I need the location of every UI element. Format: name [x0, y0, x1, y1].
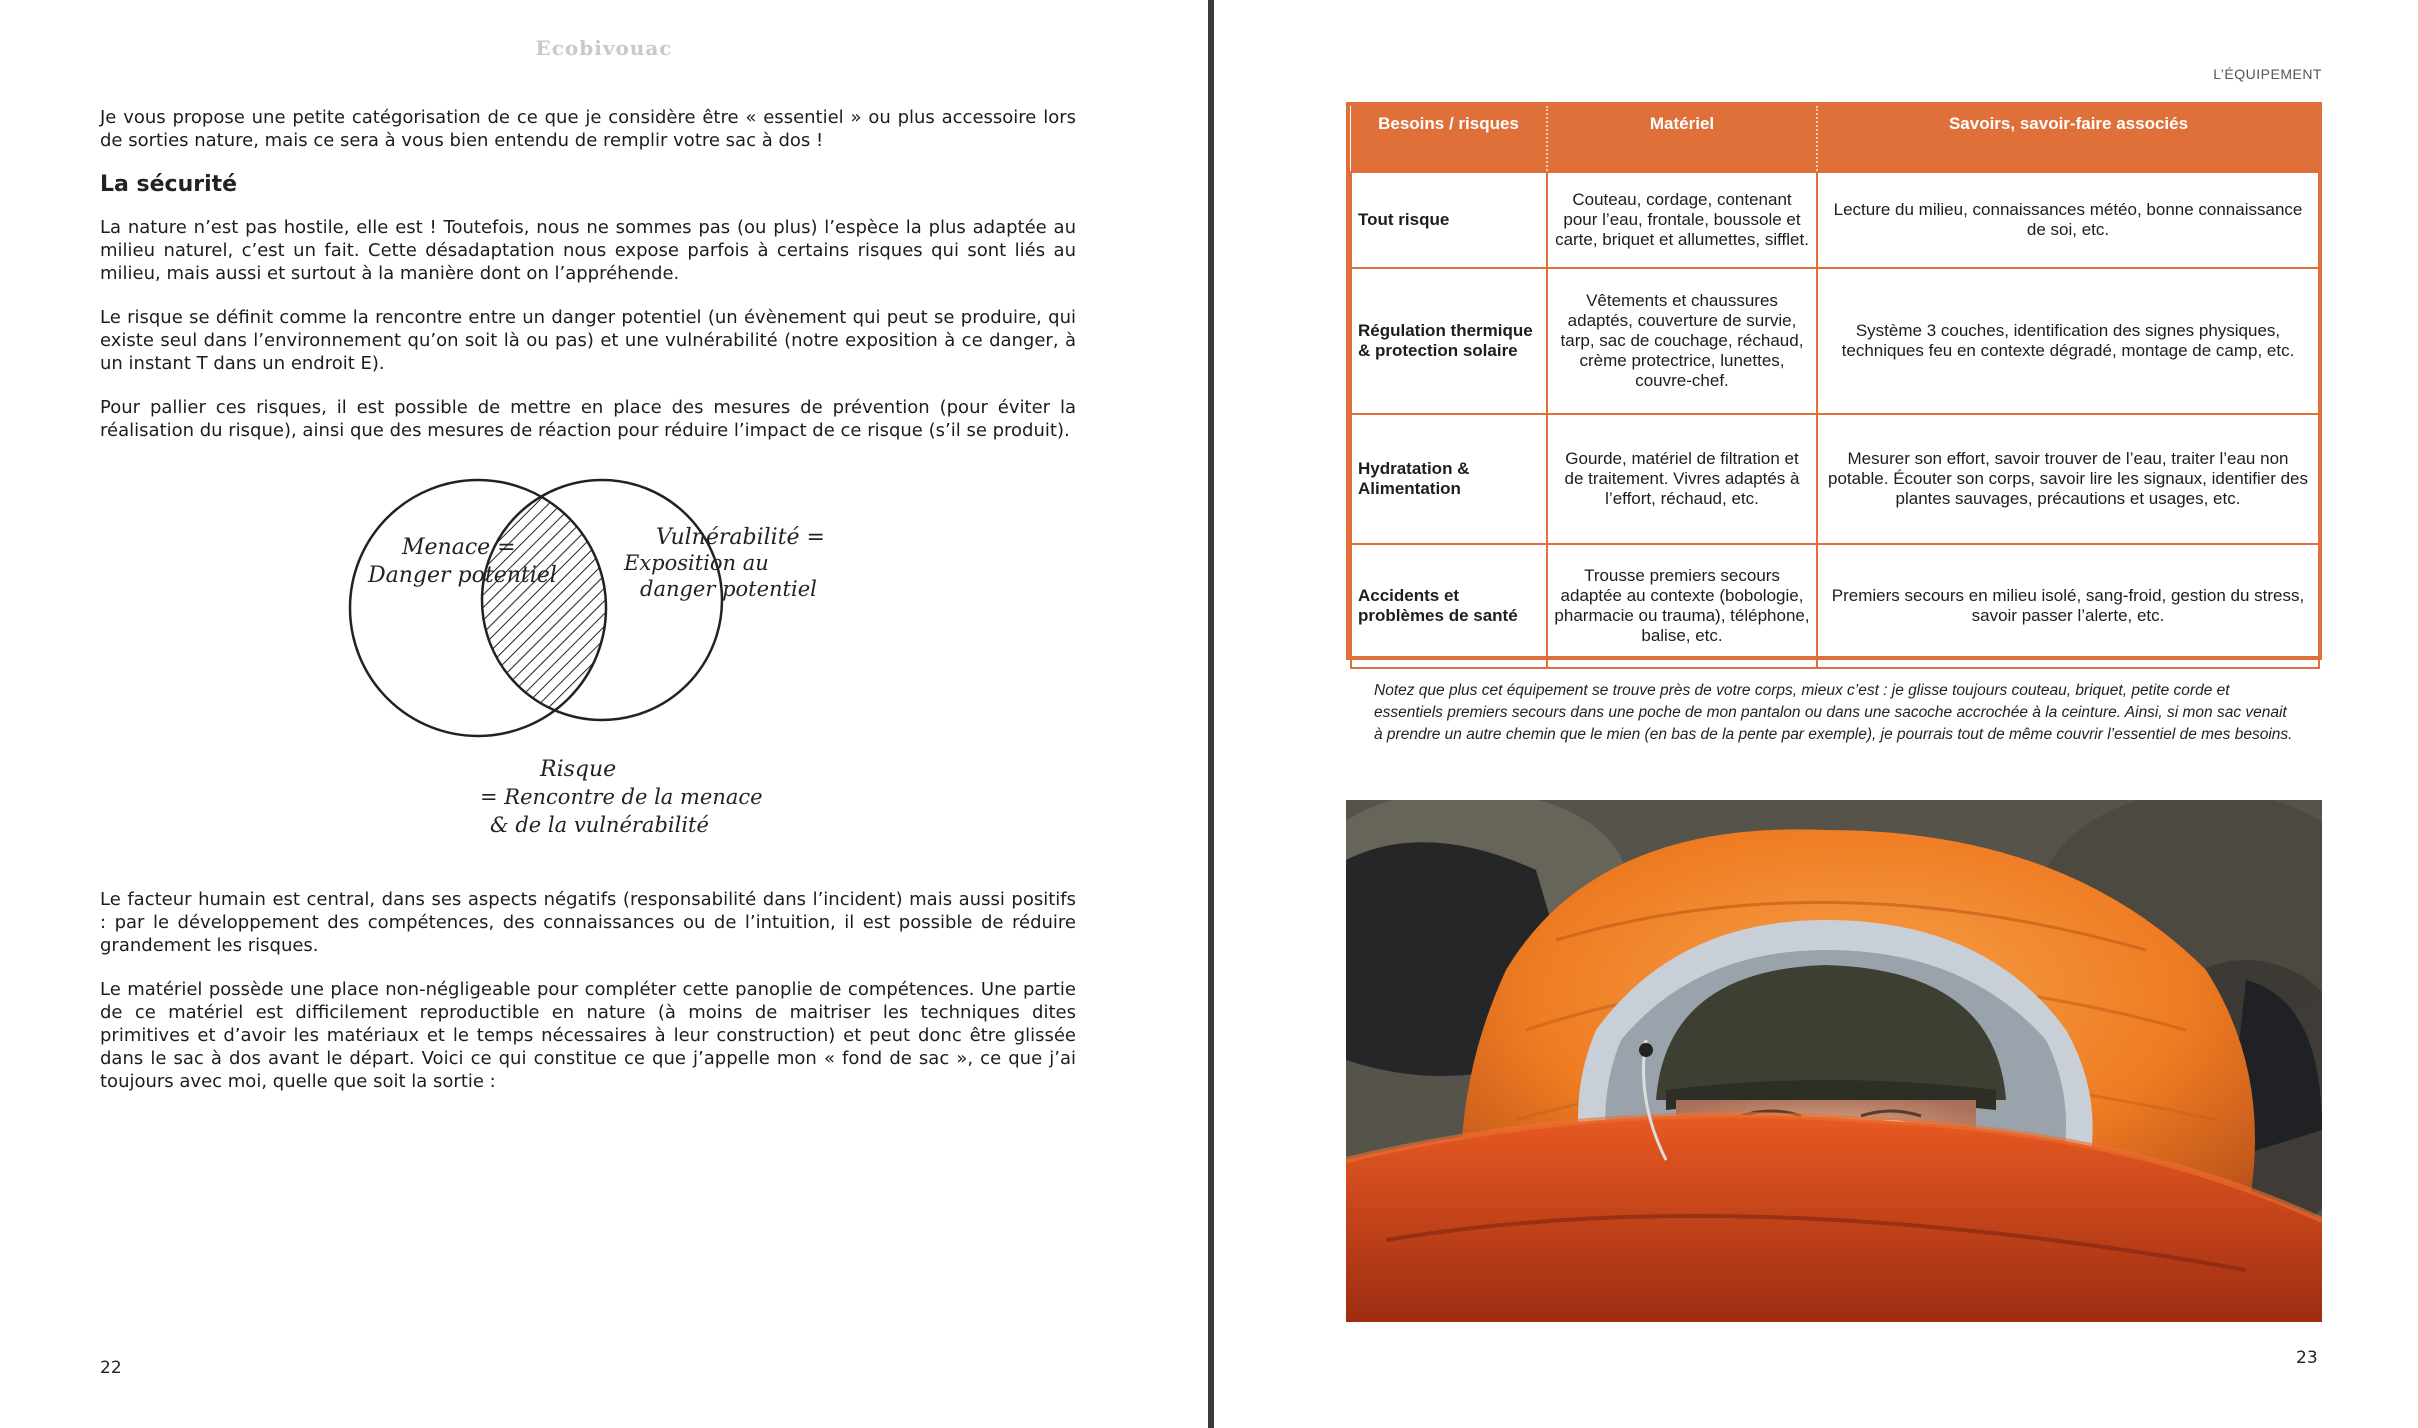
paragraph-2: Le risque se définit comme la rencontre entre un danger potentiel (un évènement qui peut se produire, qui existe seul dans l’environnement qu’on soit là ou pas) et une vulnérabilité (notre exposition à ce danger, à un instant T dans un endroit E). [100, 307, 1076, 374]
table-row [1351, 268, 2319, 414]
header-skills: Savoirs, savoir-faire associés [1817, 106, 2319, 172]
page-number-left: 22 [100, 1358, 122, 1378]
cell-skills: Lecture du milieu, connaissances météo, bonne connaissance de soi, etc. [1817, 172, 2319, 268]
cell-material: Vêtements et chaussures adaptés, couverture de survie, tarp, sac de couchage, réchaud, crème protectrice, lunettes, couvre-chef. [1547, 268, 1817, 414]
cell-need: Accidents et problèmes de santé [1351, 544, 1547, 668]
section-title: La sécurité [100, 172, 238, 197]
diagram-bottom-label-2: = Rencontre de la menace [480, 785, 763, 809]
header-needs: Besoins / risques [1351, 106, 1547, 172]
table-row [1351, 544, 2319, 668]
table-row [1351, 414, 2319, 544]
paragraph-3: Pour pallier ces risques, il est possible de mettre en place des mesures de prévention (pour éviter la réalisation du risque), ainsi que des mesures de réaction pour réduire l’impact de ce risque (s’il se produit). [100, 397, 1076, 441]
equipment-note: Notez que plus cet équipement se trouve près de votre corps, mieux c’est : je glisse toujours couteau, briquet, petite corde et essentiels premiers secours dans une poche de mon pantalon ou dans une sacoche accrochée à la ceinture. Ainsi, si mon sac venait à prendre un autre chemin que le mien (en bas de la pente par exemple), je pourrais tout de même couvrir l’essentiel de mes besoins. [1374, 682, 2293, 743]
diagram-right-label-1: Vulnérabilité = [656, 525, 825, 550]
running-head-book-title: Ecobivouac [535, 36, 673, 60]
cell-need: Régulation thermique & protection solaire [1351, 268, 1547, 414]
paragraph-1: La nature n’est pas hostile, elle est ! Toutefois, nous ne sommes pas (ou plus) l’espèce la plus adaptée au milieu naturel, c’est un fait. Cette désadaptation nous expose parfois à certains risques qui sont liés au milieu, mais aussi et surtout à la manière dont on l’appréhende. [100, 217, 1076, 284]
cell-material: Couteau, cordage, contenant pour l’eau, frontale, boussole et carte, briquet et allumettes, sifflet. [1547, 172, 1817, 268]
cell-material: Gourde, matériel de filtration et de traitement. Vivres adaptés à l’effort, réchaud, etc. [1547, 414, 1817, 544]
paragraph-4: Le facteur humain est central, dans ses aspects négatifs (responsabilité dans l’incident) mais aussi positifs : par le développement des compétences, des connaissances ou de l’intuition, il est possible de réduire grandement les risques. [100, 889, 1076, 956]
intro-paragraph: Je vous propose une petite catégorisation de ce que je considère être « essentiel » ou plus accessoire lors de sorties nature, mais ce sera à vous bien entendu de remplir votre sac à dos ! [100, 107, 1076, 151]
running-head-chapter: L’ÉQUIPEMENT [2213, 66, 2322, 82]
cell-material: Trousse premiers secours adaptée au contexte (bobologie, pharmacie ou trauma), téléphone, balise, etc. [1547, 544, 1817, 668]
diagram-right-label-3: danger potentiel [640, 577, 817, 601]
equipment-table [1346, 102, 2322, 660]
cell-skills: Mesurer son effort, savoir trouver de l’eau, traiter l’eau non potable. Écouter son corps, savoir lire les signaux, identifier des plantes sauvages, précautions et usages, etc. [1817, 414, 2319, 544]
table-header-row [1351, 106, 2319, 172]
diagram-right-label-2: Exposition au [624, 551, 769, 575]
cell-need: Hydratation & Alimentation [1351, 414, 1547, 544]
diagram-left-label-1: Menace = [402, 535, 516, 560]
diagram-left-label-2: Danger potentiel [368, 563, 557, 588]
sleeping-bag-photo [1346, 800, 2322, 1322]
diagram-bottom-label-1: Risque [540, 757, 617, 782]
page-number-right: 23 [2296, 1348, 2318, 1368]
header-material: Matériel [1547, 106, 1817, 172]
table-row [1351, 172, 2319, 268]
diagram-bottom-label-3: & de la vulnérabilité [490, 813, 709, 837]
venn-diagram [340, 470, 840, 850]
cell-need: Tout risque [1351, 172, 1547, 268]
cell-skills: Système 3 couches, identification des signes physiques, techniques feu en contexte dégradé, montage de camp, etc. [1817, 268, 2319, 414]
cell-skills: Premiers secours en milieu isolé, sang-froid, gestion du stress, savoir passer l’alerte, etc. [1817, 544, 2319, 668]
left-page [0, 0, 1208, 1428]
paragraph-5: Le matériel possède une place non-négligeable pour compléter cette panoplie de compétences. Une partie de ce matériel est difficilement reproductible en nature (à moins de maitriser les techniques dites primitives et d’avoir les matériaux et le temps nécessaires à leur construction) et peut donc être glissée dans le sac à dos avant le départ. Voici ce qui constitue ce que j’appelle mon « fond de sac », ce que j’ai toujours avec moi, quelle que soit la sortie : [100, 979, 1076, 1092]
